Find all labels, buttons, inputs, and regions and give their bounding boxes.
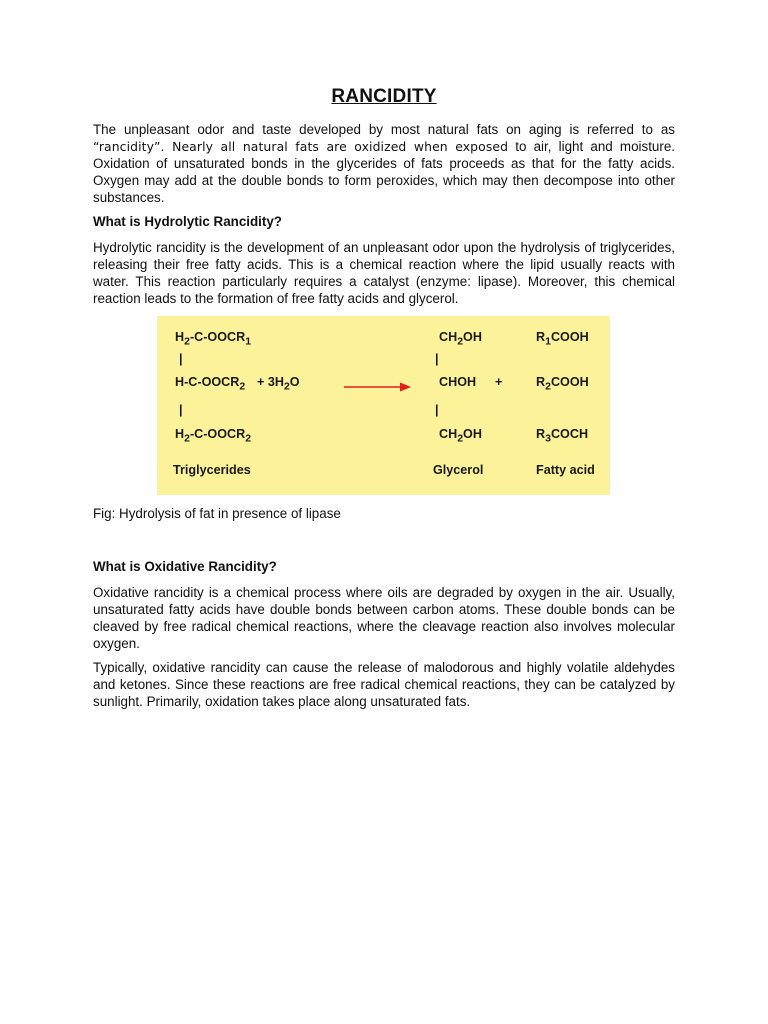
plus-sign: + — [495, 375, 503, 389]
triglyceride-bond-1: | — [179, 352, 183, 366]
intro-text-3: to air, light and moisture. Oxidation of unsaturated bonds in the glycerides of fats proceeds as that for the fatty acids. Oxygen may add at the double bonds to form peroxides, which may then decompose into other substances. — [93, 139, 675, 205]
fatty-acid-label: Fatty acid — [536, 463, 595, 477]
water-reagent: + $3H_2O$ — [257, 375, 300, 393]
triglyceride-row-3: $H_2-C-OOCR_2$ — [175, 427, 252, 445]
oxidative-paragraph-1: Oxidative rancidity is a chemical process where oils are degraded by oxygen in the air. Usually, unsaturated fatty acids have double bonds between carbon atoms. These double bonds can be cleaved by free radical chemical reactions, where the cleavage reaction also involves molecular oxygen. — [93, 585, 675, 651]
intro-text-2: “rancidity”. Nearly all natural fats are oxidized when exposed — [93, 139, 509, 154]
fatty-acid-row-1: $R_1COOH$ — [536, 330, 589, 348]
hydrolytic-heading: What is Hydrolytic Rancidity? — [93, 214, 282, 229]
triglycerides-label: Triglycerides — [173, 463, 251, 477]
glycerol-bond-2: | — [435, 403, 439, 417]
triglyceride-row-2: $H-C-OOCR_2$ — [175, 375, 246, 393]
figure-caption: Fig: Hydrolysis of fat in presence of lipase — [93, 506, 341, 521]
intro-text-1: The unpleasant odor and taste developed by most natural fats on aging is referred to as — [93, 122, 675, 137]
page-title: RANCIDITY — [331, 86, 437, 107]
hydrolytic-paragraph: Hydrolytic rancidity is the development of an unpleasant odor upon the hydrolysis of triglycerides, releasing their free fatty acids. This is a chemical reaction where the lipid usually reacts with water. This reaction particularly requires a catalyst (enzyme: lipase). Moreover, this chemical reaction leads to the formation of free fatty acids and glycerol. — [93, 240, 675, 306]
intro-paragraph — [93, 121, 675, 206]
glycerol-bond-1: | — [435, 352, 439, 366]
oxidative-paragraph-2: Typically, oxidative rancidity can cause the release of malodorous and highly volatile aldehydes and ketones. Since these reactions are free radical chemical reactions, they can be catalyzed by sunlight. Primarily, oxidation takes place along unsaturated fats. — [93, 660, 675, 709]
oxidative-heading: What is Oxidative Rancidity? — [93, 559, 277, 574]
fatty-acid-row-3: $R_3COCH$ — [536, 427, 589, 445]
fatty-acid-row-2: $R_2COOH$ — [536, 375, 589, 393]
glycerol-label: Glycerol — [433, 463, 484, 477]
glycerol-row-1: $CH_2OH$ — [439, 330, 482, 348]
reaction-arrow-icon — [344, 381, 412, 393]
triglyceride-row-1: $H_2-C-OOCR_1$ — [175, 330, 252, 348]
triglyceride-bond-2: | — [179, 403, 183, 417]
glycerol-row-3: $CH_2OH$ — [439, 427, 482, 445]
glycerol-row-2: CHOH — [439, 375, 477, 389]
hydrolysis-reaction-figure — [157, 316, 610, 495]
